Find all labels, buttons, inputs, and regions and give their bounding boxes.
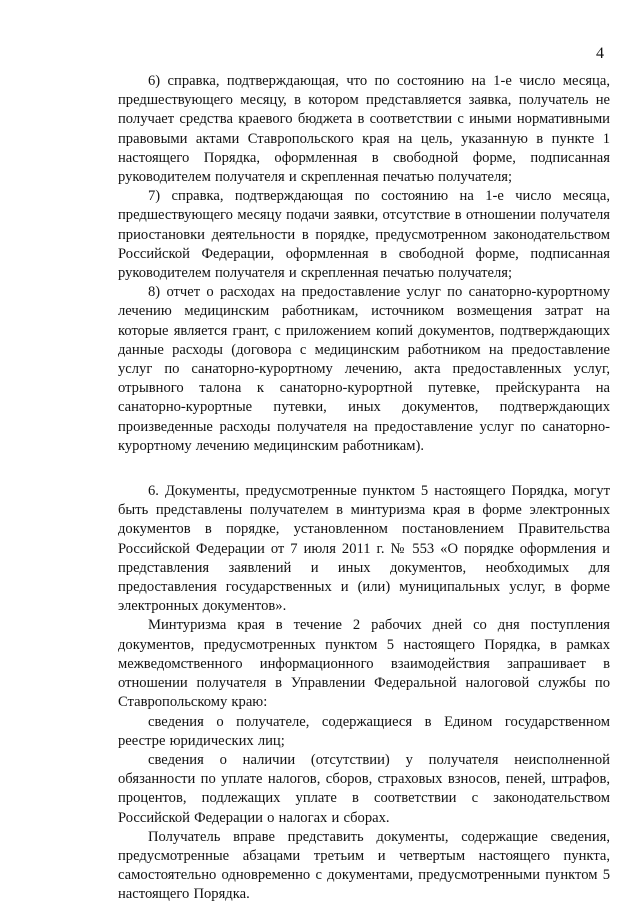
paragraph-registry-info: сведения о получателе, содержащиеся в Едином государственном реестре юридических лиц; [118,713,610,749]
paragraph-item-8: 8) отчет о расходах на предоставление услуг по санаторно-курортному лечению медицинским работникам, источником возмещения затрат на которые является грант, с приложением копий документов, подтверждающих данные расходы (договора с медицинским работником на предоставление услуг по санаторно-курортному лечению, акта предоставленных услуг, отрывного талона к санаторно-курортной путевке, прейскуранта на санаторно-курортные путевки, иных документов, подтверждающих произведенные расходы получателя на предоставление услуг по санаторно-курортному лечению медицинским работникам). [118,284,610,454]
paragraph-item-7: 7) справка, подтверждающая по состоянию на 1-е число месяца, предшествующего месяцу подачи заявки, отсутствие в отношении получателя приостановки деятельности в порядке, предусмотренном законодательством Российской Федерации, оформленная в свободной форме, подписанная руководителем получателя и скрепленная печатью получателя; [118,188,610,282]
document-body [118,72,610,905]
paragraph-section-6: 6. Документы, предусмотренные пунктом 5 настоящего Порядка, могут быть представлены получателем в минтуризма края в форме электронных документов в порядке, установленном постановлением Правительства Российской Федерации от 7 июля 2011 г. № 553 «О порядке оформления и представления заявлений и иных документов, необходимых для предоставления государственных и (или) муниципальных услуг, в форме электронных документов». [118,483,610,615]
paragraph-tax-info: сведения о наличии (отсутствии) у получателя неисполненной обязанности по уплате налогов, сборов, страховых взносов, пеней, штрафов, процентов, подлежащих уплате в соответствии с законодательством Российской Федерации о налогах и сборах. [118,751,610,826]
section-gap [118,456,610,482]
paragraph-voluntary-submission: Получатель вправе представить документы, содержащие сведения, предусмотренные абзацами третьим и четвертым настоящего пункта, самостоятельно одновременно с документами, предусмотренными пунктом 5 настоящего Порядка. [118,828,610,903]
page-number: 4 [596,45,604,62]
paragraph-request-info: Минтуризма края в течение 2 рабочих дней со дня поступления документов, предусмотренных пунктом 5 настоящего Порядка, в рамках межведомственного информационного взаимодействия запрашивает в отношении получателя в Управлении Федеральной налоговой службы по Ставропольскому краю: [118,617,610,711]
paragraph-item-6: 6) справка, подтверждающая, что по состоянию на 1-е число месяца, предшествующего месяцу, в котором представляется заявка, получатель не получает средства краевого бюджета в соответствии с иными нормативными правовыми актами Ставропольского края на цель, указанную в пункте 1 настоящего Порядка, оформленная в свободной форме, подписанная руководителем получателя и скрепленная печатью получателя; [118,73,610,186]
